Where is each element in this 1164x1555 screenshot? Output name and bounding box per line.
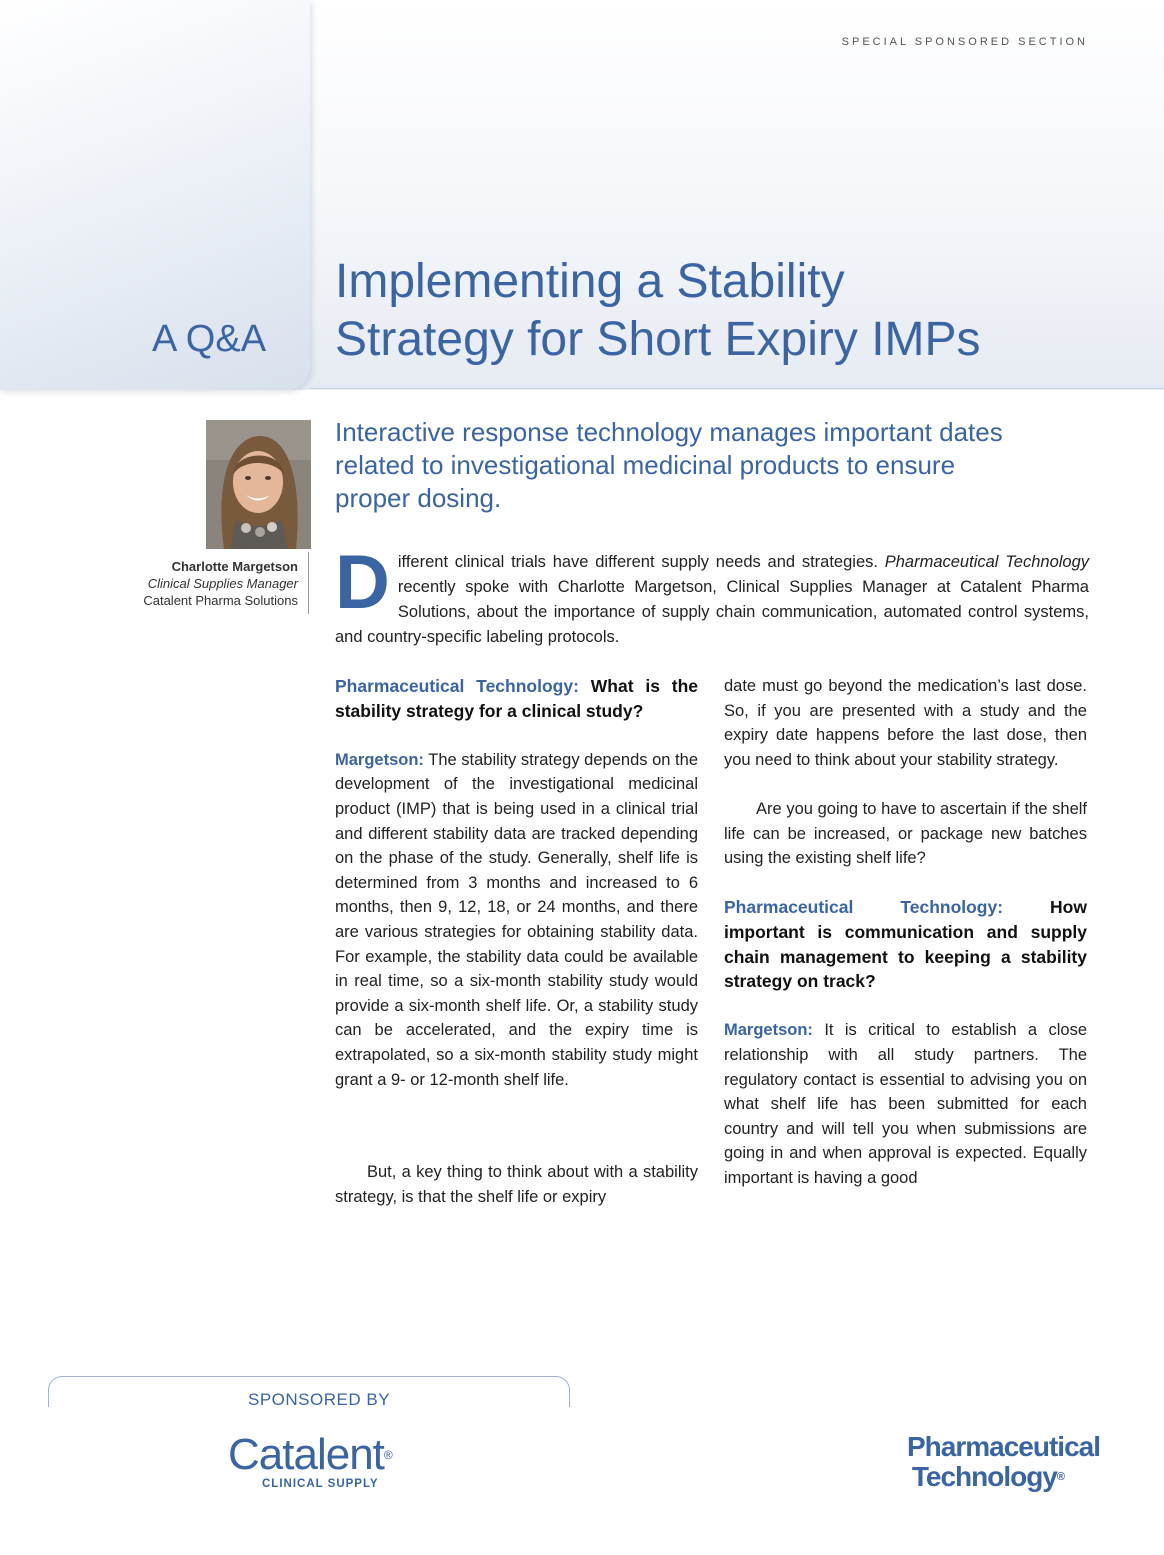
paragraph-2-continued: date must go beyond the medication’s last dose. So, if you are presented with a study and the expiry date happens before the last dose, then you need to think about your stability strategy. (724, 677, 1087, 769)
left-column-mask (335, 1160, 698, 1220)
question-2-text: How important is communication and supply chain management to keeping a stability strategy on track? (724, 897, 1087, 992)
article-column-left (335, 674, 698, 1117)
publisher-line-2 (880, 1462, 1064, 1492)
interviewer-label: Pharmaceutical Technology: (335, 676, 579, 696)
question-1-text: What is the stability strategy for a clinical study? (335, 676, 698, 721)
article-title (335, 253, 1135, 369)
answer-2 (724, 1018, 1087, 1190)
question-1 (335, 674, 698, 723)
catalent-trademark: ® (383, 1448, 392, 1462)
author-bio (100, 558, 298, 609)
author-name: Charlotte Margetson (171, 559, 298, 574)
intro-text-1: ifferent clinical trials have different supply needs and strategies. (397, 553, 885, 571)
author-portrait (206, 420, 311, 549)
article-column-right-body (724, 674, 1087, 1215)
question-2 (724, 895, 1087, 993)
intro-publication: Pharmaceutical Technology (884, 553, 1090, 571)
catalent-wordmark (228, 1432, 428, 1478)
author-role: Clinical Supplies Manager (147, 576, 298, 591)
intro-paragraph (335, 540, 1090, 650)
qa-label: A Q&A (152, 318, 267, 360)
respondent-label-2: Margetson: (724, 1021, 813, 1040)
bio-divider (308, 552, 309, 614)
publisher-line-2-text: Technology (911, 1461, 1057, 1492)
author-company: Catalent Pharma Solutions (143, 593, 298, 608)
respondent-label: Margetson: (335, 750, 424, 769)
interviewer-label-2: Pharmaceutical Technology: (724, 897, 1004, 918)
publisher-line-1: Pharmaceutical (907, 1431, 1100, 1462)
hero-divider (310, 388, 1164, 389)
title-line-2: Strategy for Short Expiry IMPs (335, 313, 981, 366)
paragraph-3: Are you going to have to ascertain if the shelf life can be increased, or package new batches using the existing shelf life? (724, 799, 1087, 868)
pharmaceutical-technology-logo (880, 1432, 1100, 1492)
sponsored-by-label: SPONSORED BY (248, 1390, 391, 1409)
section-label: SPECIAL SPONSORED SECTION (841, 36, 1088, 48)
article-dek: Interactive response technology manages important dates related to investigational medicinal products to ensure proper dosing. (335, 417, 1003, 513)
catalent-subline: CLINICAL SUPPLY (262, 1478, 379, 1490)
catalent-logo (228, 1432, 428, 1490)
publisher-trademark: ® (1056, 1471, 1064, 1483)
portrait-image (206, 420, 311, 549)
answer-2-text: It is critical to establish a close relationship with all study partners. The regulatory contact is essential to advising you on what shelf life has been submitted for each country and will tell you when submissions are going in and when approval is expected. Equally important is having a good (724, 1021, 1088, 1187)
paragraph-2-start: But, a key thing to think about with a stability strategy, is that the shelf life or expiry (335, 1163, 698, 1206)
intro-text-2: recently spoke with Charlotte Margetson, Clinical Supplies Manager at Catalent Pharma Solutions, about the importance of supply chain communication, automated control systems, and country-specific labeling protocols. (335, 578, 1089, 646)
catalent-name: Catalent (228, 1430, 384, 1479)
answer-1 (335, 748, 698, 1092)
title-line-1: Implementing a Stability (335, 255, 845, 308)
drop-cap: D (335, 540, 390, 625)
answer-1-text: The stability strategy depends on the development of the investigational medicinal product (IMP) that is being used in a clinical trial and different stability data are tracked depending on the phase of the study. Generally, shelf life is determined from 3 months and increased to 6 months, then 9, 12, 18, or 24 months, and there are various strategies for obtaining stability data. For example, the stability data could be available in real time, so a six-month stability study would provide a six-month shelf life. Or, a stability study can be accelerated, and the expiry time is extrapolated, so a six-month stability study might grant a 9- or 12-month shelf life. (335, 750, 698, 1089)
